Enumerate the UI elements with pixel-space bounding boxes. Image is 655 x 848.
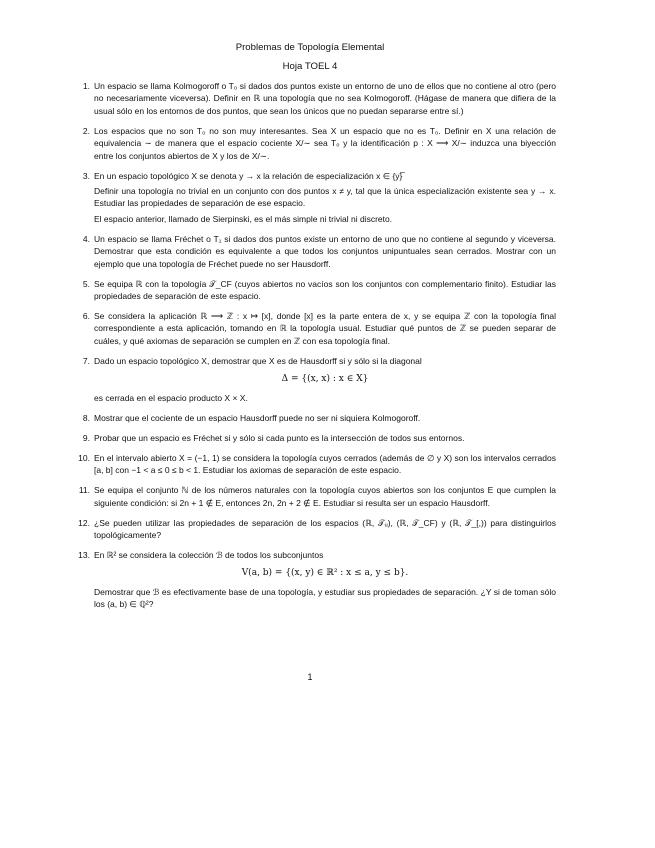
problem-number: 11. [78, 485, 90, 496]
problem-item [78, 517, 556, 542]
problem-item [78, 432, 556, 444]
problem-item [78, 80, 556, 117]
problem-number: 6. [82, 311, 90, 322]
display-equation: Δ = {(x, x) : x ∈ X} [281, 374, 369, 385]
problem-text: En el intervalo abierto X = (−1, 1) se considera la topología cuyos cerrados (además de ∅ y X) son los intervalos cerrados [a, b] con −1 < a ≤ 0 ≤ b < 1. Estudiar los axiomas de separación de este espacio. [94, 452, 556, 476]
problem-item [78, 549, 556, 611]
document-subtitle: Hoja TOEL 4 [282, 61, 338, 72]
problem-text: Un espacio se llama Fréchet o T₁ si dados dos puntos existe un entorno de uno que no contiene al segundo y viceversa. Demostrar que esta condición es equivalente a que todos los conjuntos unipuntuales sean cerrados. Mostrar con un ejemplo que una topología de Fréchet puede no ser Hausdorff. [94, 233, 556, 269]
problem-text: Dado un espacio topológico X, demostrar que X es de Hausdorff si y sólo si la diagonal [94, 355, 422, 366]
problem-number: 1. [82, 81, 90, 91]
problem-list [78, 80, 556, 618]
problem-item [78, 310, 556, 347]
problem-number: 13. [78, 549, 90, 560]
document-title: Problemas de Topología Elemental [235, 42, 385, 53]
problem-number: 7. [82, 355, 90, 366]
problem-text: Se equipa ℝ con la topología 𝒯_CF (cuyos abiertos no vacíos son los conjuntos con complementario finito). Estudiar las propiedades de separación de este espacio. [94, 278, 556, 302]
problem-item [78, 412, 556, 424]
problem-text: Los espacios que no son T₀ no son muy interesantes. Sea X un espacio que no es T₀. Definir en X una relación de equivalencia ∼ de manera que el espacio cociente X/∼ sea T₀ y la identificación p : X ⟶ X/∼ induzca una biyección entre los conjuntos abiertos de X y los de X/∼. [94, 125, 556, 161]
problem-text: es cerrada en el espacio producto X × X. [94, 392, 248, 403]
problem-item [78, 125, 556, 162]
problem-text: El espacio anterior, llamado de Sierpinski, es el más simple ni trivial ni discreto. [94, 213, 393, 224]
problem-text: Probar que un espacio es Fréchet si y sólo si cada punto es la intersección de todos sus entornos. [94, 432, 465, 443]
problem-number: 8. [82, 412, 90, 423]
problem-text: En un espacio topológico X se denota y → x la relación de especialización x ∈ {y}̅ [94, 170, 403, 181]
problem-number: 10. [78, 452, 90, 463]
problem-number: 9. [82, 432, 90, 443]
problem-item [78, 170, 556, 226]
problem-number: 12. [78, 517, 90, 528]
problem-text: ¿Se pueden utilizar las propiedades de separación de los espacios (ℝ, 𝒯ᵤ), (ℝ, 𝒯_CF) y (ℝ, 𝒯_[,)) para distinguirlos topológicamente? [94, 517, 556, 540]
problem-text: Se equipa el conjunto ℕ de los números naturales con la topología cuyos abiertos son los conjuntos E que cumplen la siguiente condición: si 2n + 1 ∉ E, entonces 2n, 2n + 2 ∉ E. Estudiar si resulta ser un espacio Hausdorff. [94, 485, 556, 508]
problem-item [78, 484, 556, 509]
problem-item [78, 355, 556, 404]
problem-text: Se considera la aplicación ℝ ⟶ ℤ : x ↦ [x], donde [x] es la parte entera de x, y se equipa ℤ con la topología final correspondiente a esta aplicación, tomando en ℝ la topología usual. Estudiar qué puntos de ℤ se pueden separar de cuáles, y qué axiomas de separación se cumplen en ℤ con esa topología final. [94, 311, 556, 346]
problem-number: 3. [82, 170, 90, 181]
problem-text: Definir una topología no trivial en un conjunto con dos puntos x ≠ y, tal que la única especialización existente sea y → x. Estudiar las propiedades de separación de ese espacio. [94, 186, 556, 209]
problem-number: 2. [82, 125, 90, 136]
display-equation: V(a, b) = {(x, y) ∈ ℝ² : x ≤ a, y ≤ b}. [241, 568, 409, 579]
problem-item [78, 233, 556, 270]
problem-text: Un espacio se llama Kolmogoroff o T₀ si dados dos puntos existe un entorno de uno de ellos que no contiene al otro (pero no necesariamente viceversa). Definir en ℝ una topología que no sea Kolmogoroff. (Hágase de manera que difiera de la usual sólo en los entornos de dos puntos, que sean los únicos que no puedan separarse entre sí.) [94, 81, 556, 116]
page-number: 1 [307, 672, 313, 682]
problem-text: Mostrar que el cociente de un espacio Hausdorff puede no ser ni siquiera Kolmogoroff. [94, 412, 421, 423]
problem-text: En ℝ² se considera la colección ℬ de todos los subconjuntos [94, 549, 324, 560]
problem-number: 5. [82, 278, 90, 289]
problem-text: Demostrar que ℬ es efectivamente base de una topología, y estudiar sus propiedades de separación. ¿Y si de toman sólo los (a, b) ∈ ℚ²? [94, 586, 556, 610]
problem-item [78, 452, 556, 477]
problem-number: 4. [82, 233, 90, 244]
problem-item [78, 278, 556, 303]
